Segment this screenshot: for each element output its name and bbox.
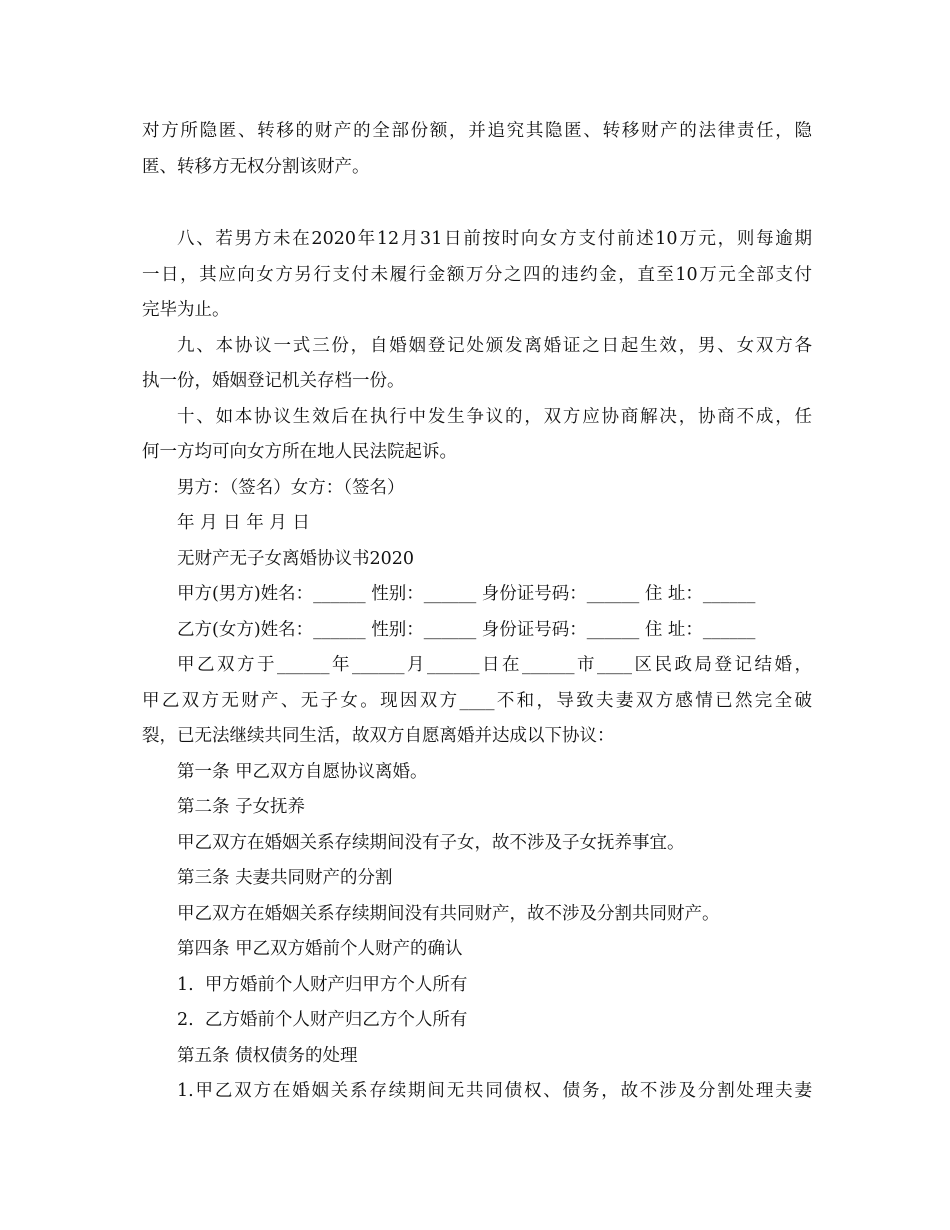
article-1: 第一条 甲乙双方自愿协议离婚。 [177,761,428,782]
marriage-info-line-3: 裂，已无法继续共同生活，故双方自愿离婚并达成以下协议： [142,726,615,746]
document-title: 无财产无子女离婚协议书2020 [177,548,415,569]
article-3-text: 甲乙双方在婚姻关系存续期间没有共同财产，故不涉及分割共同财产。 [177,903,720,924]
marriage-info-line-1: 甲乙双方于______年______月______日在______市____区民政局登记结婚， [177,655,812,675]
clause-8-line-1: 八、若男方未在2020年12月31日前按时向女方支付前述10万元，则每逾期 [177,229,812,249]
document-body [142,114,812,1110]
article-5-item-1: 1.甲乙双方在婚姻关系存续期间无共同债权、债务，故不涉及分割处理夫妻 [177,1081,812,1101]
clause-8-line-2: 一日，其应向女方另行支付未履行金额万分之四的违约金，直至10万元全部支付 [142,264,812,285]
article-5-heading: 第五条 债权债务的处理 [177,1045,358,1066]
clause-10-line-2: 何一方均可向女方所在地人民法院起诉。 [142,442,457,462]
article-2-text: 甲乙双方在婚姻关系存续期间没有子女，故不涉及子女抚养事宜。 [177,832,685,853]
article-4-item-2: 2. 乙方婚前个人财产归乙方个人所有 [177,1010,468,1030]
text-line-1: 对方所隐匿、转移的财产的全部份额，并追究其隐匿、转移财产的法律责任，隐 [142,121,812,141]
signature-line: 男方：（签名）女方：（签名） [177,477,405,498]
party-a-info: 甲方(男方)姓名：______ 性别：______ 身份证号码：______ 住 址：______ [177,584,756,604]
party-b-info: 乙方(女方)姓名：______ 性别：______ 身份证号码：______ 住 址：______ [177,619,756,640]
text-line-2: 匿、转移方无权分割该财产。 [142,156,370,177]
clause-9-line-1: 九、本协议一式三份，自婚姻登记处颁发离婚证之日起生效，男、女双方各 [177,335,812,356]
date-line: 年 月 日 年 月 日 [177,513,310,533]
clause-9-line-2: 执一份，婚姻登记机关存档一份。 [142,371,405,391]
article-2-heading: 第二条 子女抚养 [177,797,306,817]
marriage-info-line-2: 甲乙双方无财产、无子女。现因双方____不和，导致夫妻双方感情已然完全破 [142,690,812,711]
article-4-item-1: 1. 甲方婚前个人财产归甲方个人所有 [177,974,468,995]
clause-10-line-1: 十、如本协议生效后在执行中发生争议的，双方应协商解决，协商不成，任 [177,406,812,427]
article-4-heading: 第四条 甲乙双方婚前个人财产的确认 [177,939,463,959]
clause-8-line-3: 完毕为止。 [142,300,230,320]
article-3-heading: 第三条 夫妻共同财产的分割 [177,868,393,888]
